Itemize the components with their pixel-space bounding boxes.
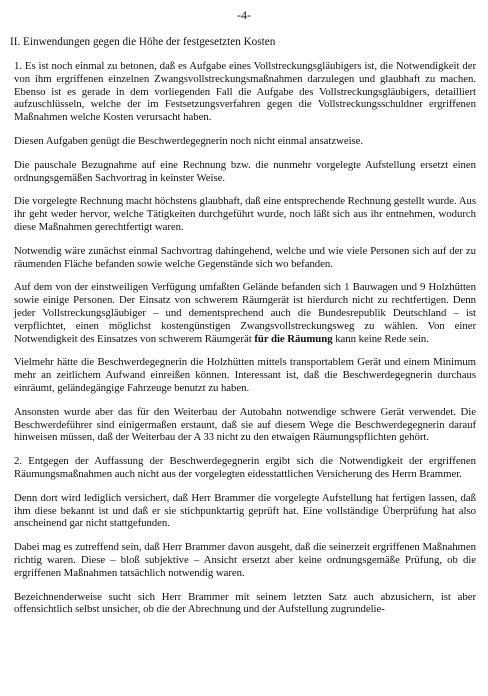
paragraph-4: Die vorgelegte Rechnung macht höchstens glaubhaft, daß eine entsprechende Rechnung gestellt wurde. Aus ihr geht weder hervor, welche Tätigkeiten durchgeführt wurde, noch läßt sich aus ihr entnehmen, wodurch diese Maßnahmen gerechtfertigt waren. — [14, 195, 476, 233]
paragraph-8: Ansonsten wurde aber das für den Weiterbau der Autobahn notwendige schwere Gerät verwendet. Die Beschwerdeführer sind einigermaßen erstaunt, daß sie auf diesem Wege die Beschwerdegegnerin darauf hinweisen müssen, daß der Weiterbau der A 33 nicht zu den etwaigen Räumungspflichten gehört. — [14, 405, 476, 444]
paragraph-5: Notwendig wäre zunächst einmal Sachvortrag dahingehend, welche und wie viele Personen sich auf der zu räumenden Fläche befanden sowie welche Gegenstände sich wo befanden. — [14, 244, 476, 270]
document-body — [14, 60, 476, 616]
paragraph-9: 2. Entgegen der Auffassung der Beschwerdegegnerin ergibt sich die Notwendigkeit der ergriffenen Räumungsmaßnahmen auch nicht aus der vorgelegten eidesstattlichen Versicherung des Herrn Brammer. — [14, 455, 476, 480]
paragraph-10: Denn dort wird lediglich versichert, daß Herr Brammer die vorgelegte Aufstellung hat fertigen lassen, daß ihm diese bekannt ist und daß er sie stichpunktartig geprüft hat. Eine vollständige Überprüfung hat also anscheinend gar nicht stattgefunden. — [14, 491, 476, 530]
paragraph-6-bold-text: für die Räumung — [254, 332, 333, 345]
paragraph-2: Diesen Aufgaben genügt die Beschwerdegegnerin noch nicht einmal ansatzweise. — [14, 134, 364, 147]
paragraph-3: Die pauschale Bezugnahme auf eine Rechnung bzw. die nunmehr vorgelegte Aufstellung ersetzt einen ordnungsgemäßen Sachvortrag in keinster Weise. — [14, 158, 476, 184]
paragraph-12: Bezeichnenderweise sucht sich Herr Brammer mit seinem letzten Satz auch abzusichern, ist aber offensichtlich selbst unsicher, ob die der Abrechnung und der Aufstellung zugrundelie- — [14, 590, 476, 616]
page-number: -4- — [237, 8, 251, 22]
paragraph-6-text-before: Auf dem von der einstweiligen Verfügung umfaßten Gelände befanden sich 1 Bauwagen und 9 Holzhütten sowie einige Personen. Der Einsatz von schwerem Räumgerät ist hierdurch nicht zu rechtfertigen. Denn jeder Vollstreckungsgläubiger – und dementsprechend auch die Bundesrepublik Deutschland – ist verpflichtet, einen möglichst kostengünstigen Zwangsvollstreckungsweg zu wählen. Von einer Notwendigkeit des Einsatzes von schwerem Räumgerät — [14, 281, 476, 345]
paragraph-6 — [14, 281, 476, 345]
paragraph-11: Dabei mag es zutreffend sein, daß Herr Brammer davon ausgeht, daß die seinerzeit ergriffenen Maßnahmen richtig waren. Diese – bloß subjektive – Ansicht ersetzt aber keine ordnungsgemäße Prüfung, ob die ergriffenen Maßnahmen tatsächlich notwendig waren. — [14, 541, 476, 579]
paragraph-6-text-after: kann keine Rede sein. — [332, 332, 429, 345]
paragraph-7: Vielmehr hätte die Beschwerdegegnerin die Holzhütten mittels transportablem Gerät und einem Minimum mehr an zeitlichem Aufwand einreißen können. Interessant ist, daß die Beschwerdegegnerin durchaus einräumt, geländegängige Fahrzeuge benutzt zu haben. — [14, 356, 476, 394]
section-heading: II. Einwendungen gegen die Höhe der festgesetzten Kosten — [10, 36, 276, 48]
paragraph-1: 1. Es ist noch einmal zu betonen, daß es Aufgabe eines Vollstreckungsgläubigers ist, die Notwendigkeit der von ihm ergriffenen einzelnen Zwangsvollstreckungsmaßnahmen darzulegen und glaubhaft zu machen. Ebenso ist es gerade in dem vorliegenden Fall die Aufgabe des Vollstreckungsgläubigers, detailliert aufzuschlüsseln, welche der im Festsetzungsverfahren gegen die Vollstreckungsschuldner ergriffenen Maßnahmen welche Kosten verursacht haben. — [14, 60, 476, 124]
